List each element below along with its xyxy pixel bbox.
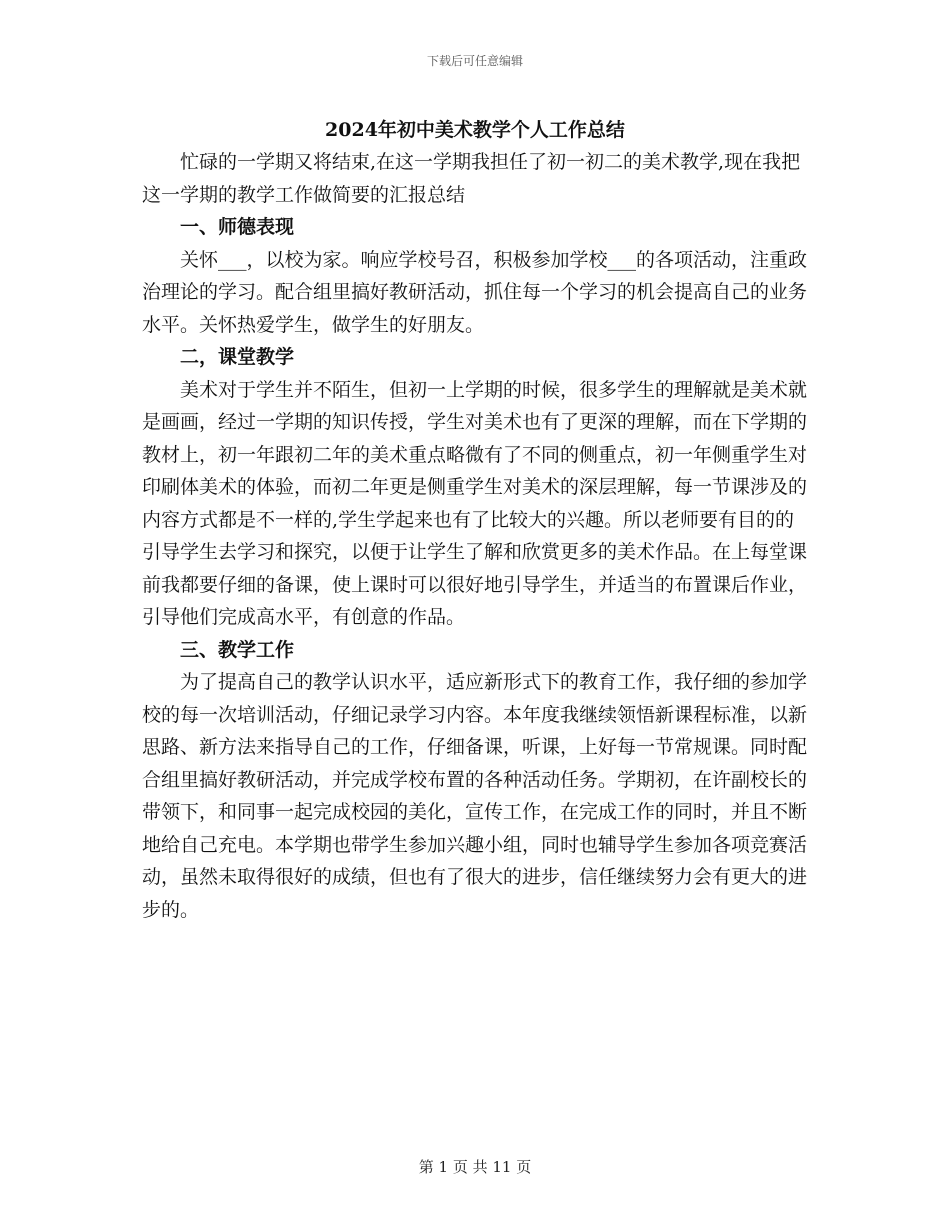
section-paragraph-teaching: 为了提高自己的教学认识水平，适应新形式下的教育工作，我仔细的参加学校的每一次培训活动，仔细记录学习内容。本年度我继续领悟新课程标准，以新思路、新方法来指导自己的工作，仔细备课，听课，上好每一节常规课。同时配合组里搞好教研活动，并完成学校布置的各种活动任务。学期初，在许副校长的带领下，和同事一起完成校园的美化，宣传工作，在完成工作的同时，并且不断地给自己充电。本学期也带学生参加兴趣小组，同时也辅导学生参加各项竞赛活动，虽然未取得很好的成绩，但也有了很大的进步，信任继续努力会有更大的进步的。 <box>142 671 808 921</box>
page-footer: 第 1 页 共 11 页 <box>418 1158 532 1176</box>
section-heading-teaching: 三、教学工作 <box>180 638 295 661</box>
section-paragraph-classroom: 美术对于学生并不陌生，但初一上学期的时候，很多学生的理解就是美术就是画画，经过一学期的知识传授，学生对美术也有了更深的理解，而在下学期的教材上，初一年跟初二年的美术重点略微有了不同的侧重点，初一年侧重学生对印刷体美术的体验，而初二年更是侧重学生对美术的深层理解，每一节课涉及的内容方式都是不一样的,学生学起来也有了比较大的兴趣。所以老师要有目的的引导学生去学习和探究，以便于让学生了解和欣赏更多的美术作品。在上每堂课前我都要仔细的备课，使上课时可以很好地引导学生，并适当的布置课后作业，引导他们完成高水平，有创意的作品。 <box>142 378 808 628</box>
section-paragraph-ethics: 关怀___，以校为家。响应学校号召，积极参加学校___的各项活动，注重政治理论的学习。配合组里搞好教研活动，抓住每一个学习的机会提高自己的业务水平。关怀热爱学生，做学生的好朋友。 <box>142 248 808 336</box>
document-title: 2024年初中美术教学个人工作总结 <box>325 119 625 141</box>
document-body <box>142 146 812 926</box>
header-note: 下载后可任意编辑 <box>426 54 523 68</box>
intro-paragraph: 忙碌的一学期又将结束,在这一学期我担任了初一初二的美术教学,现在我把这一学期的教学工作做简要的汇报总结 <box>142 151 801 206</box>
section-heading-ethics: 一、师德表现 <box>180 216 295 238</box>
section-heading-classroom: 二，课堂教学 <box>180 346 295 368</box>
